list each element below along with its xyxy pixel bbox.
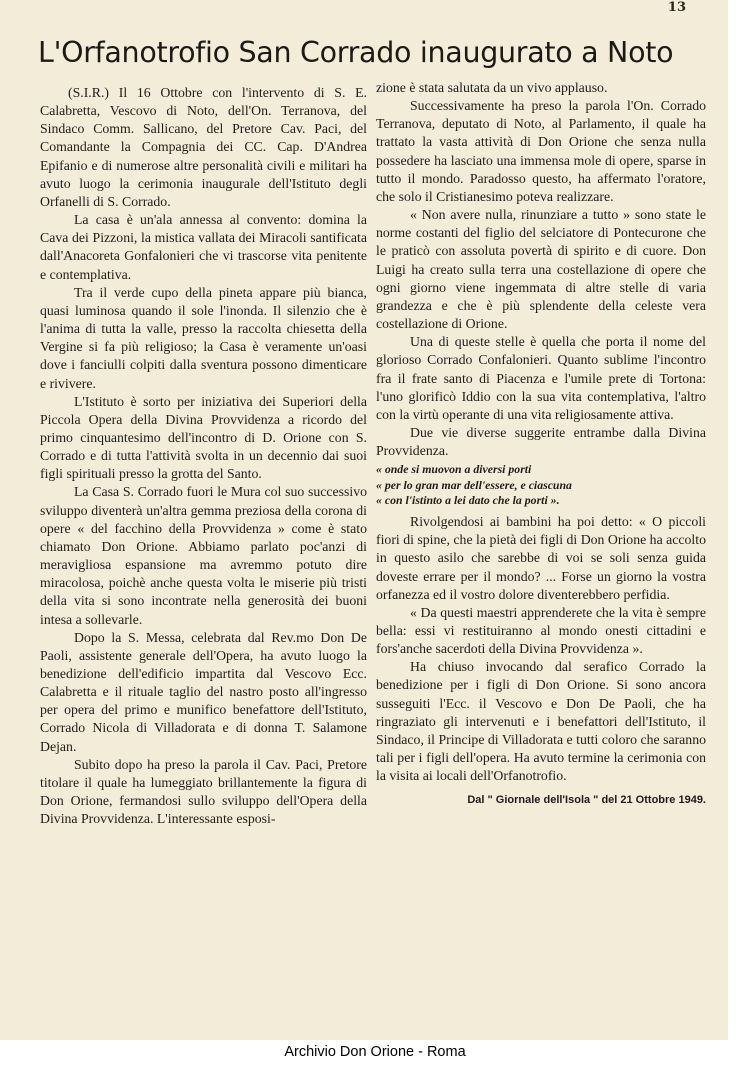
article-title: L'Orfanotrofio San Corrado inaugurato a Noto: [38, 36, 674, 69]
paragraph: « Da questi maestri apprenderete che la vita è sempre bella: essi vi restituiranno al mondo onesti cittadini e fors'anche sacerdoti della Divina Provvidenza ».: [376, 604, 706, 657]
paragraph: Ha chiuso invocando dal serafico Corrado la benedizione per i figli di Don Orione. Si sono ancora susseguiti l'Ecc. il Vescovo e Don De Paoli, che ha ringraziato gli intervenuti e i benefattori dell'Istituto, il Sindaco, il Principe di Villadorata e tutti coloro che saranno tali per i figli dell'opera. Ha avuto termine la cerimonia con la visita ai locali dell'Orfanotrofio.: [376, 659, 706, 784]
paragraph: La Casa S. Corrado fuori le Mura col suo successivo sviluppo diventerà un'altra gemma preziosa della corona di opere « del facchino della Provvidenza » come è stato chiamato Don Orione. Abbiamo parlato poc'anzi di meravigliosa espansione ma avremmo potuto dire miracolosa, poichè anche questa volta le miserie più tristi della vita si sono incontrate nella generosità dei buoni intesa a sollevarle.: [40, 484, 367, 627]
paragraph: Dopo la S. Messa, celebrata dal Rev.mo Don De Paoli, assistente generale dell'Opera, ha avuto luogo la benedizione dell'edificio impartita dal Vescovo Ecc. Calabretta e il rituale taglio del nastro posto all'ingresso per opera del primo e munifico benefattore dell'Istituto, Corrado Nicola di Villadorata e di donna T. Salamone Dejan.: [40, 629, 367, 754]
left-column: [40, 84, 367, 828]
paragraph: Due vie diverse suggerite entrambe dalla Divina Provvidenza.: [376, 424, 706, 459]
paragraph: L'Istituto è sorto per iniziativa dei Superiori della Piccola Opera della Divina Provvidenza a ricordo del primo cinquantesimo dell'incontro di D. Orione con S. Corrado e di tutta l'attività svolta in un decennio dai suoi figli spirituali presso la grotta del Santo.: [40, 393, 367, 482]
paragraph: La casa è un'ala annessa al convento: domina la Cava dei Pizzoni, la mistica vallata dei Miracoli santificata dall'Anacoreta Gonfalonieri che vi trascorse vita penitente e contemplativa.: [40, 212, 367, 282]
paragraph: Tra il verde cupo della pineta appare più bianca, quasi luminosa quando il sole l'inonda. Il silenzio che è l'anima di tutta la valle, presso la raccolta chiesetta della Vergine si fa più religioso; la Casa è veramente un'oasi dove i fanciulli colpiti dalla sventura possono dimenticare e rivivere.: [40, 284, 367, 391]
dante-quotation: [376, 462, 706, 509]
right-column: [376, 79, 706, 810]
verse-line: « onde si muovon a diversi porti: [376, 462, 532, 477]
paragraph: (S.I.R.) Il 16 Ottobre con l'intervento di S. E. Calabretta, Vescovo di Noto, dell'On. Terranova, del Sindaco Comm. Sallicano, del Pretore Cav. Paci, del Comandante la Compagnia dei CC. Cap. D'Andrea Epifanio e di numerose altre personalità civili e militari ha avuto luogo la cerimonia inaugurale dell'Istituto degli Orfanelli di S. Corrado.: [40, 85, 367, 209]
paragraph: « Non avere nulla, rinunziare a tutto » sono state le norme costanti del figlio del selciatore di Pontecurone che le praticò con assoluta povertà di spirito e di cuore. Don Luigi ha creato sulla terra una costellazione di opere che ogni giorno viene ingemmata di altre stelle di varia grandezza e che è più splendente della celeste vera costellazione di Orione.: [376, 207, 706, 332]
verse-line: « per lo gran mar dell'essere, e ciascuna: [376, 477, 572, 492]
paragraph: Subito dopo ha preso la parola il Cav. Paci, Pretore titolare il quale ha lumeggiato brillantemente la figura di Don Orione, fermandosi sullo sviluppo dell'Opera della Divina Provvidenza. L'interessante esposi-: [40, 756, 367, 827]
archive-footer: Archivio Don Orione - Roma: [284, 1044, 466, 1060]
paragraph: zione è stata salutata da un vivo applauso.: [376, 80, 608, 95]
paragraph: Rivolgendosi ai bambini ha poi detto: « O piccoli fiori di spine, che la pietà dei figli di Don Orione ha accolto in questo asilo che sarebbe di voi se soli senza guida doveste errare per il mondo? ... Forse un giorno la vostra orfanezza ed il vostro dolore diventerebbero perfidia.: [376, 514, 706, 602]
paragraph: Successivamente ha preso la parola l'On. Corrado Terranova, deputato di Noto, al Parlamento, il quale ha trattato la vasta attività di Don Orione che senza nulla possedere ha lasciato una immensa mole di opere, sparse in tutto il mondo. Paradosso questo, ha affermato l'oratore, che solo il Cristianesimo poteva realizzare.: [376, 98, 706, 204]
source-citation: Dal " Giornale dell'Isola " del 21 Ottobre 1949.: [467, 794, 706, 807]
verse-line: « con l'istinto a lei dato che la porti ».: [376, 493, 560, 508]
paragraph: Una di queste stelle è quella che porta il nome del glorioso Corrado Confalonieri. Quanto sublime l'incontro fra il frate santo di Piacenza e l'umile prete di Tortona: l'uno glorificò Iddio con la sua vita contemplativa, l'altro con la virtù operante di una vita religiosamente attiva.: [376, 334, 706, 422]
page-number: 13: [667, 0, 686, 15]
